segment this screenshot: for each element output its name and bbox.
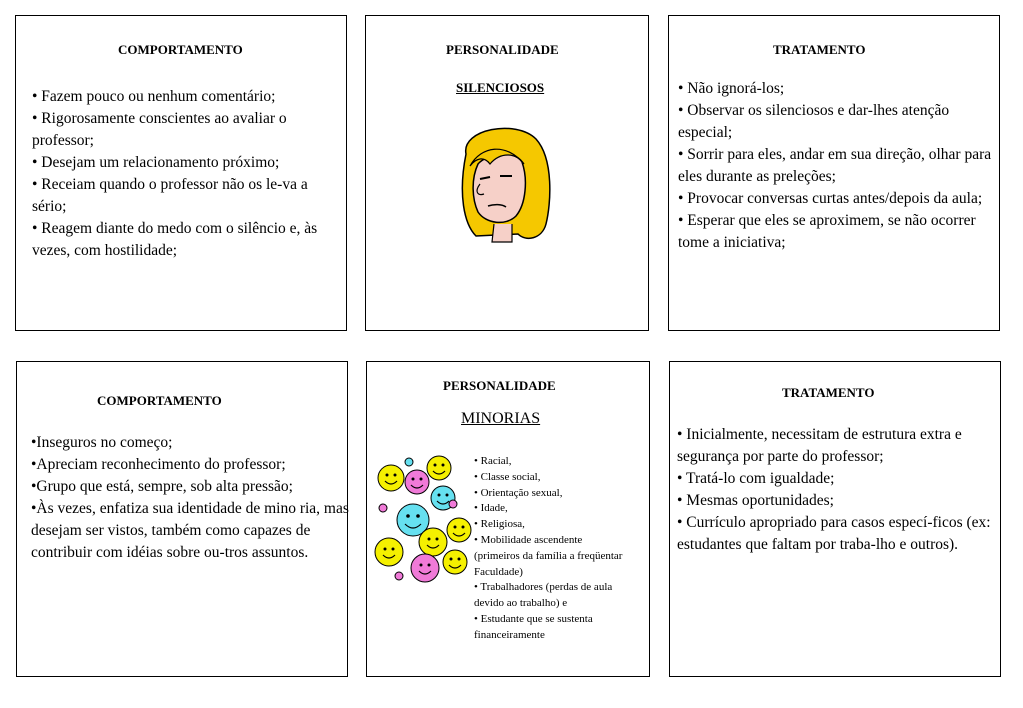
smiley-faces-group-icon bbox=[375, 454, 471, 586]
card-title: COMPORTAMENTO bbox=[118, 42, 243, 57]
sulking-girl-face-icon bbox=[456, 124, 556, 254]
card-title: PERSONALIDADE bbox=[446, 42, 559, 57]
card-title: PERSONALIDADE bbox=[443, 378, 556, 393]
card-bottom-personalidade bbox=[366, 361, 650, 677]
card-title: TRATAMENTO bbox=[782, 385, 875, 400]
card-title: COMPORTAMENTO bbox=[97, 393, 222, 408]
card-top-tratamento bbox=[668, 15, 1000, 331]
card-body-text: • Fazem pouco ou nenhum comentário; • Rigorosamente conscientes ao avaliar o professor; • Desejam um relacionamento próximo; • Receiam quando o professor não os le-va a sério; • Reagem diante do medo com o silêncio e, às vezes, com hostilidade; bbox=[32, 88, 318, 259]
card-body-text: •Inseguros no começo; •Apreciam reconhecimento do professor; •Grupo que está, sempre, sob alta pressão; •Às vezes, enfatiza sua identidade de mino ria, mas desejam ser vistos, também como capazes de contribuir com idéias sobre ou-tros assuntos. bbox=[31, 434, 349, 561]
card-bottom-tratamento bbox=[669, 361, 1001, 677]
card-bottom-comportamento bbox=[16, 361, 348, 677]
card-subtitle: MINORIAS bbox=[461, 410, 541, 427]
card-top-personalidade bbox=[365, 15, 649, 331]
card-top-comportamento bbox=[15, 15, 347, 331]
minorias-list: • Racial, • Classe social, • Orientação sexual, • Idade, • Religiosa, • Mobilidade ascendente (primeiros da família a freqüentar Faculdade) • Trabalhadores (perdas de aula devido ao trabalho) e • Estudante que se sustenta financeiramente bbox=[474, 455, 623, 641]
card-title: TRATAMENTO bbox=[773, 42, 866, 57]
card-body-text: • Inicialmente, necessitam de estrutura extra e segurança por parte do professor; • Tratá-lo com igualdade; • Mesmas oportunidades; • Currículo apropriado para casos especí-ficos (ex: estudantes que faltam por traba-lho e outros). bbox=[677, 426, 991, 553]
card-subtitle: SILENCIOSOS bbox=[456, 80, 545, 95]
card-body-text: • Não ignorá-los; • Observar os silenciosos e dar-lhes atenção especial; • Sorrir para eles, andar em sua direção, olhar para eles durante as preleções; • Provocar conversas curtas antes/depois da aula; • Esperar que eles se aproximem, se não ocorrer tome a iniciativa; bbox=[678, 80, 992, 251]
